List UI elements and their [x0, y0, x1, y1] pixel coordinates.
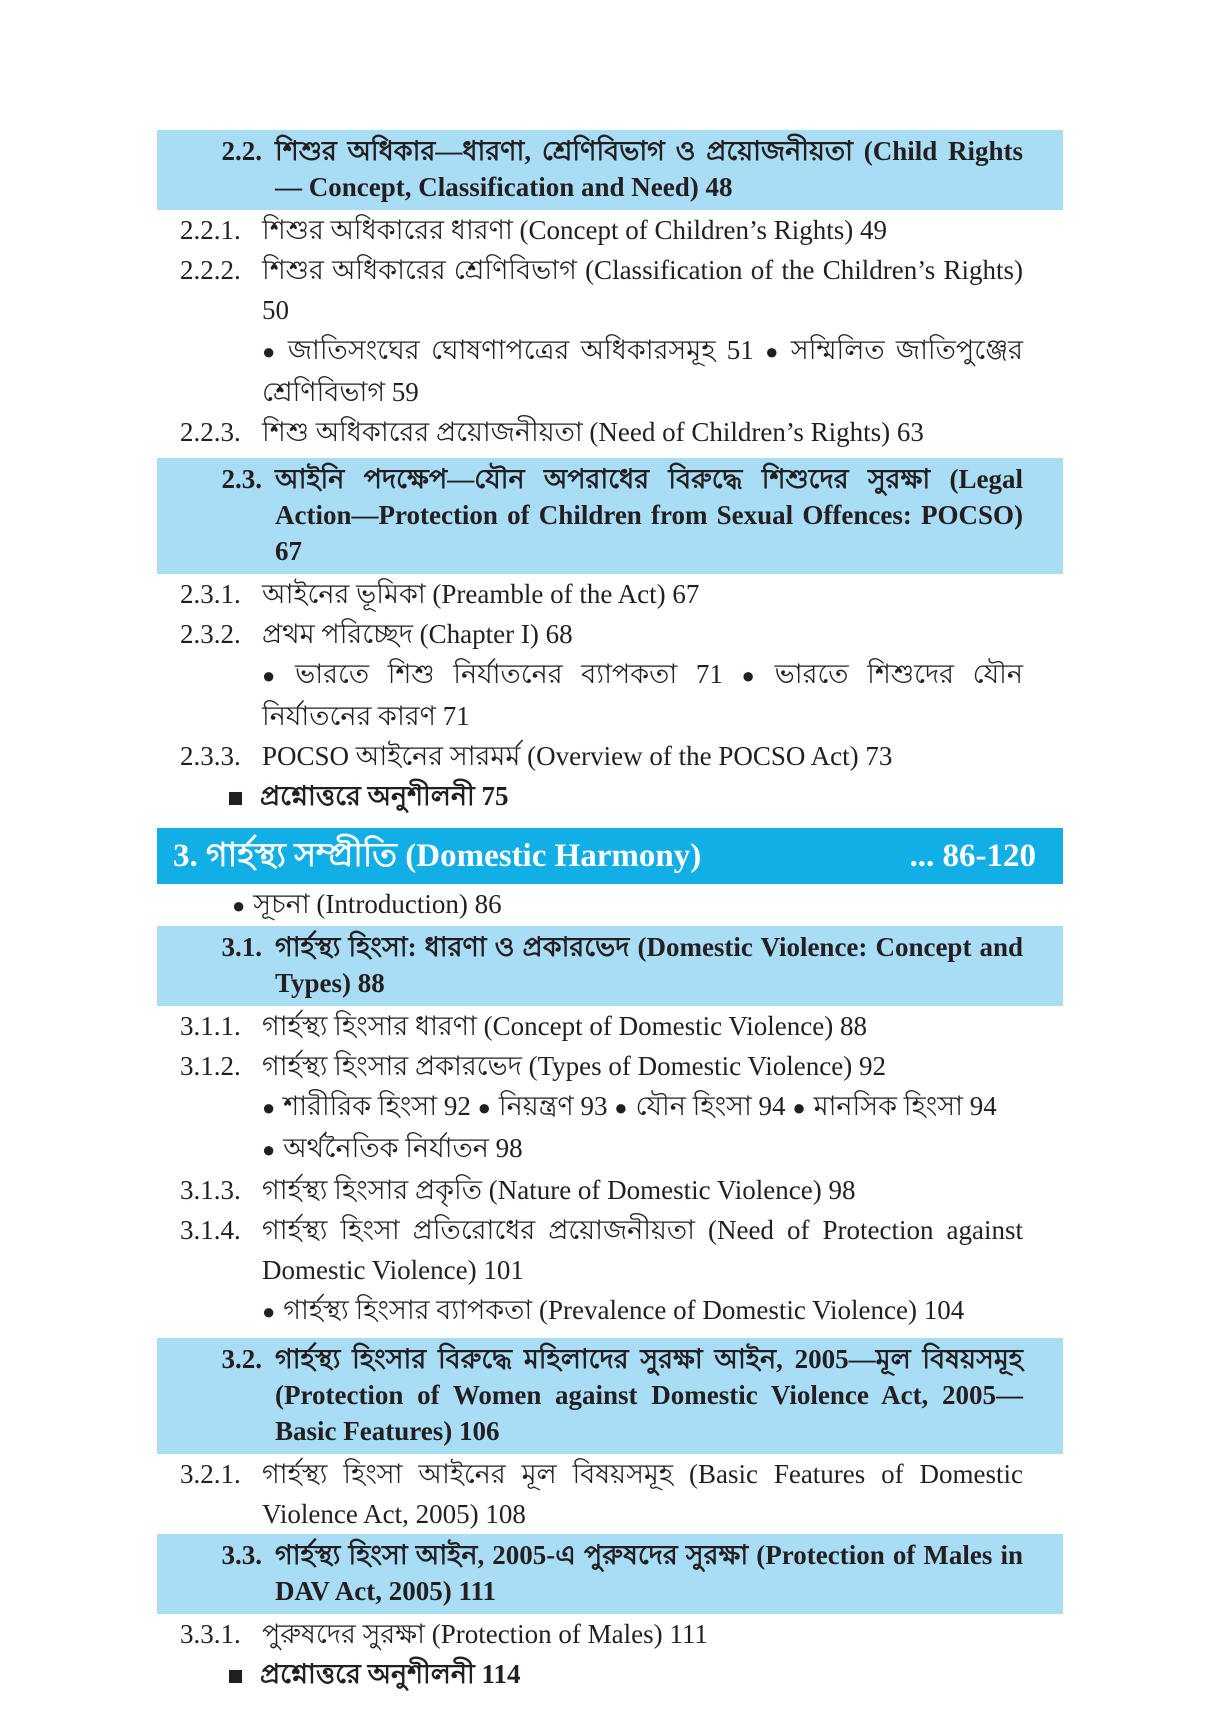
section-number: 2.2.	[221, 136, 262, 166]
section-title: গার্হস্থ্য হিংসা আইন, 2005-এ পুরুষদের সুরক্ষা (Protection of Males in DAV Act, 2005) 111	[275, 1540, 1023, 1606]
entry-number: 3.1.4.	[180, 1215, 241, 1245]
section-title: গার্হস্থ্য হিংসা: ধারণা ও প্রকারভেদ (Domestic Violence: Concept and Types) 88	[275, 932, 1023, 998]
section-number: 3.2.	[221, 1344, 262, 1374]
exercise-title: প্রশ্নোত্তরে অনুশীলনী 114	[260, 1659, 521, 1689]
entry-title: গার্হস্থ্য হিংসা আইনের মূল বিষয়সমূহ (Basic Features of Domestic Violence Act, 2005) 108	[262, 1459, 1023, 1529]
subtopics-3-1-4	[157, 1290, 1063, 1332]
entry-title: শিশু অধিকারের প্রয়োজনীয়তা (Need of Children’s Rights) 63	[262, 417, 924, 447]
section-number: 3.3.	[221, 1540, 262, 1570]
entry-3-1-4[interactable]	[157, 1210, 1063, 1290]
subtopics-2-2-2	[157, 330, 1063, 412]
entry-title: পুরুষদের সুরক্ষা (Protection of Males) 111	[262, 1619, 708, 1649]
intro-entry[interactable]	[157, 884, 1063, 926]
bullet-icon: ●	[792, 1095, 806, 1120]
section-number: 2.3.	[221, 464, 262, 494]
entry-title: গার্হস্থ্য হিংসার প্রকারভেদ (Types of Domestic Violence) 92	[262, 1051, 886, 1081]
exercise-entry[interactable]	[157, 1654, 1063, 1694]
entry-2-2-2[interactable]	[157, 250, 1063, 330]
intro-title: সূচনা (Introduction) 86	[253, 889, 502, 919]
chapter-pages: ... 86-120	[909, 838, 1036, 874]
entry-title: গার্হস্থ্য হিংসার ধারণা (Concept of Domestic Violence) 88	[262, 1011, 867, 1041]
section-title: শিশুর অধিকার—ধারণা, শ্রেণিবিভাগ ও প্রয়োজনীয়তা (Child Rights — Concept, Classification and Need) 48	[275, 136, 1023, 202]
bullet-icon: ●	[614, 1095, 628, 1120]
square-bullet-icon	[229, 1670, 242, 1683]
subtopic[interactable]: ভারতে শিশুদের যৌন নির্যাতনের কারণ 71	[262, 659, 1023, 731]
entry-3-1-2[interactable]	[157, 1046, 1063, 1086]
entry-2-3-2[interactable]	[157, 614, 1063, 654]
subtopic[interactable]: নিয়ন্ত্রণ 93	[498, 1091, 608, 1121]
entry-title: প্রথম পরিচ্ছেদ (Chapter I) 68	[262, 619, 573, 649]
subtopic[interactable]: সম্মিলিত জাতিপুঞ্জের শ্রেণিবিভাগ 59	[262, 335, 1024, 407]
entry-number: 3.1.3.	[180, 1175, 241, 1205]
subtopic[interactable]: মানসিক হিংসা 94	[813, 1091, 997, 1121]
entry-title: POCSO আইনের সারমর্ম (Overview of the POCSO Act) 73	[262, 741, 893, 771]
entry-title: শিশুর অধিকারের শ্রেণিবিভাগ (Classification of the Children’s Rights) 50	[262, 255, 1023, 325]
section-title: গার্হস্থ্য হিংসার বিরুদ্ধে মহিলাদের সুরক্ষা আইন, 2005—মূল বিষয়সমূহ (Protection of Women against Domestic Violence Act, 2005—Basic Features) 106	[275, 1344, 1023, 1446]
bullet-icon: ●	[262, 1137, 276, 1162]
table-of-contents	[157, 130, 1063, 1694]
section-2-3[interactable]	[157, 458, 1063, 574]
section-2-2[interactable]	[157, 130, 1063, 210]
square-bullet-icon	[229, 792, 242, 805]
entry-3-2-1[interactable]	[157, 1454, 1063, 1534]
entry-3-1-1[interactable]	[157, 1006, 1063, 1046]
entry-2-3-1[interactable]	[157, 574, 1063, 614]
subtopic[interactable]: শারীরিক হিংসা 92	[283, 1091, 471, 1121]
entry-3-1-3[interactable]	[157, 1170, 1063, 1210]
subtopic[interactable]: ভারতে শিশু নির্যাতনের ব্যাপকতা 71	[295, 659, 723, 689]
entry-number: 3.1.1.	[180, 1011, 241, 1041]
bullet-icon: ●	[262, 1095, 276, 1120]
entry-number: 3.1.2.	[180, 1051, 241, 1081]
exercise-title: প্রশ্নোত্তরে অনুশীলনী 75	[260, 781, 509, 811]
entry-number: 3.3.1.	[180, 1619, 241, 1649]
subtopic[interactable]: গার্হস্থ্য হিংসার ব্যাপকতা (Prevalence of Domestic Violence) 104	[283, 1295, 965, 1325]
entry-2-2-1[interactable]	[157, 210, 1063, 250]
subtopic[interactable]: যৌন হিংসা 94	[635, 1091, 786, 1121]
entry-number: 2.2.2.	[180, 255, 241, 285]
entry-number: 2.2.3.	[180, 417, 241, 447]
entry-title: গার্হস্থ্য হিংসা প্রতিরোধের প্রয়োজনীয়তা (Need of Protection against Domestic Violence) 101	[262, 1215, 1023, 1285]
subtopics-3-1-2	[157, 1086, 1063, 1170]
entry-number: 3.2.1.	[180, 1459, 241, 1489]
bullet-icon: ●	[232, 893, 246, 918]
bullet-icon: ●	[765, 339, 783, 364]
chapter-3-header[interactable]	[157, 828, 1063, 884]
exercise-entry[interactable]	[157, 776, 1063, 816]
section-3-2[interactable]	[157, 1338, 1063, 1454]
entry-title: গার্হস্থ্য হিংসার প্রকৃতি (Nature of Domestic Violence) 98	[262, 1175, 856, 1205]
subtopics-2-3-2	[157, 654, 1063, 736]
entry-title: আইনের ভূমিকা (Preamble of the Act) 67	[262, 579, 700, 609]
section-title: আইনি পদক্ষেপ—যৌন অপরাধের বিরুদ্ধে শিশুদের সুরক্ষা (Legal Action—Protection of Children from Sexual Offences: POCSO) 67	[275, 464, 1023, 566]
entry-number: 2.3.2.	[180, 619, 241, 649]
bullet-icon: ●	[262, 1299, 276, 1324]
subtopic[interactable]: জাতিসংঘের ঘোষণাপত্রের অধিকারসমূহ 51	[287, 335, 754, 365]
chapter-title: 3. গার্হস্থ্য সম্প্রীতি (Domestic Harmony)	[173, 838, 702, 874]
section-3-1[interactable]	[157, 926, 1063, 1006]
section-number: 3.1.	[221, 932, 262, 962]
entry-number: 2.2.1.	[180, 215, 241, 245]
entry-2-3-3[interactable]	[157, 736, 1063, 776]
entry-title: শিশুর অধিকারের ধারণা (Concept of Children’s Rights) 49	[262, 215, 887, 245]
entry-number: 2.3.1.	[180, 579, 241, 609]
bullet-icon: ●	[262, 663, 288, 688]
entry-number: 2.3.3.	[180, 741, 241, 771]
subtopic[interactable]: অর্থনৈতিক নির্যাতন 98	[283, 1133, 523, 1163]
section-3-3[interactable]	[157, 1534, 1063, 1614]
entry-3-3-1[interactable]	[157, 1614, 1063, 1654]
bullet-icon: ●	[741, 663, 767, 688]
entry-2-2-3[interactable]	[157, 412, 1063, 452]
bullet-icon: ●	[262, 339, 280, 364]
bullet-icon: ●	[477, 1095, 491, 1120]
